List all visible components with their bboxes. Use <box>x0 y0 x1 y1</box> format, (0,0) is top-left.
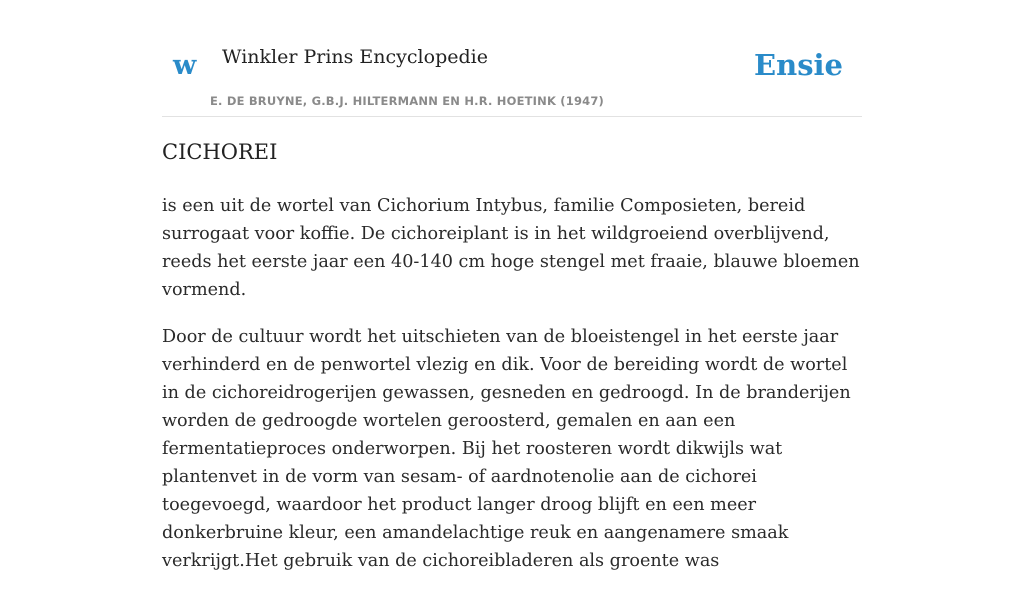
ensie-logo-link[interactable]: Ensie <box>754 48 843 82</box>
source-title-link[interactable]: Winkler Prins Encyclopedie <box>222 46 488 68</box>
article-headword: CICHOREI <box>162 140 278 164</box>
article-paragraph: Door de cultuur wordt het uitschieten van de bloeistengel in het eerste jaar verhinderd en de penwortel vlezig en dik. Voor de bereiding wordt de wortel in de cichoreidrogerijen gewassen, gesneden en gedroogd. In de branderijen worden de gedroogde wortelen geroosterd, gemalen en aan een fermentatieproces onderworpen. Bij het roosteren wordt dikwijls wat plantenvet in de vorm van sesam- of aardnotenolie aan de cichorei toegevoegd, waardoor het product langer droog blijft en een meer donkerbruine kleur, een amandelachtige reuk en aangenamere smaak verkrijgt.Het gebruik van de cichoreibladeren als groente was <box>162 327 851 572</box>
source-authors: E. DE BRUYNE, G.B.J. HILTERMANN EN H.R. HOETINK (1947) <box>210 94 605 108</box>
article-paragraph: is een uit de wortel van Cichorium Intybus, familie Composieten, bereid surrogaat voor koffie. De cichoreiplant is in het wildgroeiend overblijvend, reeds het eerste jaar een 40-140 cm hoge stengel met fraaie, blauwe bloemen vormend. <box>162 196 860 301</box>
winkler-prins-logo[interactable]: w <box>173 50 197 81</box>
site-header <box>162 0 862 117</box>
article-body <box>162 140 862 594</box>
